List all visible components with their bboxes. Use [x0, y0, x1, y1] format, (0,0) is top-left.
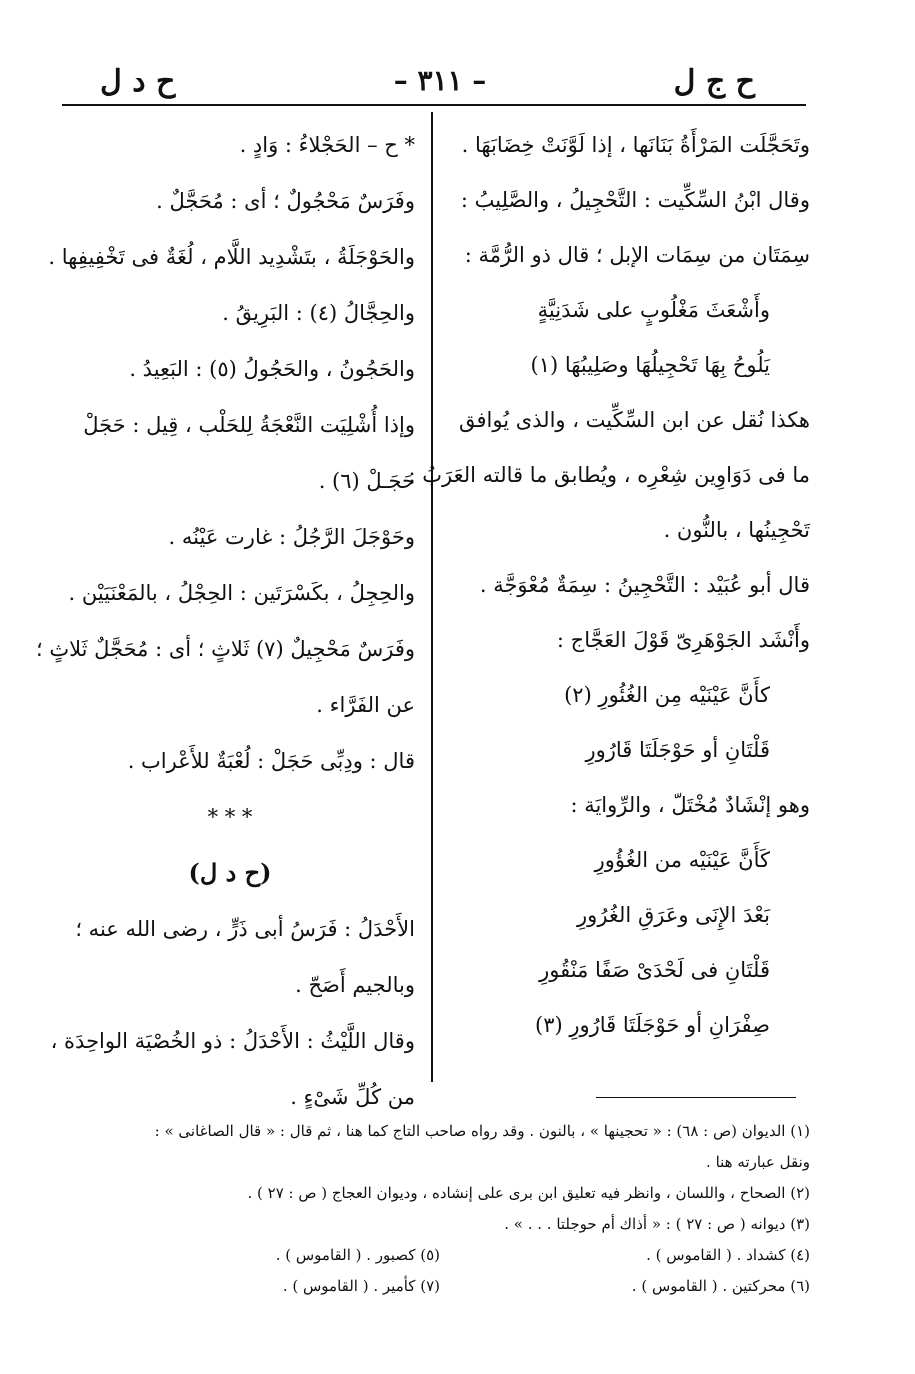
- footnote-rule: [596, 1097, 796, 1098]
- text-line: من كُلِّ شَىْءٍ .: [290, 1085, 415, 1109]
- text-line: حَجَـلْ (٦) .: [318, 469, 415, 493]
- text-line: وفَرَسٌ مَحْجِيلٌ (٧) ثَلاثٍ ؛ أى : مُحَجَّلٌ ثَلاثٍ ؛: [36, 637, 415, 661]
- text-line: عن الفَرَّاء .: [316, 693, 415, 717]
- text-line: الأَحْدَلُ : فَرَسُ أبى ذَرٍّ ، رضى الله عنه ؛: [75, 917, 415, 941]
- verse-line: كَأَنَّ عَيْنَيْه من الغُؤُورِ: [594, 848, 770, 872]
- right-column: [408, 130, 810, 1065]
- verse-line: وأَشْعَثَ مَغْلُوبٍ على شَدَنِيَّةٍ: [537, 298, 770, 322]
- verse-line: قَلْتَانِ فى لَحْدَىْ صَفًا مَنْقُورِ: [539, 958, 770, 982]
- footnote-1-continued: ونقل عبارته هنا .: [706, 1153, 810, 1171]
- footnote-7: (٧) كأمير . ( القاموس ) .: [282, 1277, 440, 1295]
- footnotes: [70, 1116, 810, 1302]
- header-rule: [62, 104, 806, 106]
- footnote-4: (٤) كشداد . ( القاموس ) .: [646, 1246, 810, 1264]
- verse-line: قَلْتَانِ أو حَوْجَلَتَا قَارُورِ: [585, 738, 770, 762]
- verse-line: كأَنَّ عَيْنَيْه مِن الغُئُورِ (٢): [564, 683, 770, 707]
- column-separator: [431, 112, 433, 1082]
- text-line: وتَحَجَّلَت المَرْأَةُ بَنَانَها ، إذا لَوَّنَتْ خِضَابَهَا .: [461, 133, 810, 157]
- footnote-1: (١) الديوان (ص : ٦٨) : « تحجينها » ، بالنون . وقد رواه صاحب التاج كما هنا ، ثم قال : « قال الصاغانى » :: [154, 1122, 810, 1140]
- text-line: تَحْجِينُها ، بالنُّون .: [663, 518, 810, 542]
- page-number: – ٣١١ –: [393, 64, 487, 97]
- text-line: قال أبو عُبَيْد : التَّحْجِينُ : سِمَةٌ مُعْوَجَّة .: [479, 573, 810, 597]
- text-line: وقال ابْنُ السِّكِّيت : التَّحْجِيلُ ، والصَّلِيبُ :: [460, 188, 810, 212]
- text-line: والحِجَّالُ (٤) : البَرِيقُ .: [222, 301, 415, 325]
- text-line: وفَرَسٌ مَحْجُولٌ ؛ أى : مُحَجَّلٌ .: [156, 189, 415, 213]
- text-line: قال : ودِبِّى حَجَلْ : لُعْبَةٌ للأَعْراب .: [127, 749, 415, 773]
- header-root-left: ح د ل: [100, 64, 176, 99]
- verse-line: بَعْدَ الإِنَى وعَرَقِ الغُرُورِ: [577, 903, 770, 927]
- section-divider: * * *: [207, 805, 253, 829]
- text-line: وقال اللَّيْثُ : الأَحْدَلُ : ذو الخُصْيَة الواحِدَة ،: [50, 1029, 415, 1053]
- left-column: [36, 130, 415, 1138]
- text-line: هكذا نُقل عن ابن السِّكِّيت ، والذى يُوافق: [458, 408, 810, 432]
- text-line: والحَجُونُ ، والحَجُولُ (٥) : البَعِيدُ .: [129, 357, 415, 381]
- footnote-6: (٦) محركتين . ( القاموس ) .: [631, 1277, 810, 1295]
- text-line: وبالجيم أَصَحّ .: [295, 973, 415, 997]
- footnote-3: (٣) ديوانه ( ص : ٢٧ ) : « أذاك أم حوجلتا . . . » .: [504, 1215, 810, 1233]
- header-root-right: ح ج ل: [673, 64, 755, 99]
- entry-heading-line: * ح – الحَجْلاءُ : وَادٍ .: [239, 133, 415, 157]
- text-line: وحَوْجَلَ الرَّجُلُ : غارت عَيْنُه .: [168, 525, 415, 549]
- root-heading: (ح د ل): [188, 858, 272, 887]
- text-line: وإذا أُشْلِيَت النَّعْجَةُ لِلحَلْب ، قِيل : حَجَلْ: [83, 413, 415, 437]
- text-line: سِمَتَان من سِمَات الإبل ؛ قال ذو الرُّمَّة :: [464, 243, 810, 267]
- verse-line: يَلُوحُ بِهَا تَحْجِيلُهَا وصَلِيبُهَا (١): [530, 353, 770, 377]
- footnote-5: (٥) كصبور . ( القاموس ) .: [275, 1246, 440, 1264]
- text-line: ما فى دَوَاوِين شِعْرِه ، ويُطابق ما قالته العَرَبُ :: [408, 463, 810, 487]
- footnote-row: [70, 1240, 810, 1271]
- text-line: وهو إنْشَادٌ مُخْتَلّ ، والرِّوايَة :: [570, 793, 810, 817]
- text-line: والحِجِلُ ، بكَسْرَتَين : الحِجْلُ ، بالمَعْنَيَيْن .: [68, 581, 415, 605]
- text-line: وأَنْشَد الجَوْهَرِىّ قَوْلَ العَجَّاج :: [556, 628, 810, 652]
- verse-line: صِفْرَانِ أو حَوْجَلَتَا قَارُورِ (٣): [534, 1013, 770, 1037]
- footnote-2: (٢) الصحاح ، واللسان ، وانظر فيه تعليق ابن برى على إنشاده ، وديوان العجاج ( ص : ٢٧ ) .: [247, 1184, 810, 1202]
- text-line: والحَوْجَلَةُ ، بتَشْدِيد اللَّام ، لُغَةٌ فى تَخْفِيفِها .: [48, 245, 415, 269]
- footnote-row: [70, 1271, 810, 1302]
